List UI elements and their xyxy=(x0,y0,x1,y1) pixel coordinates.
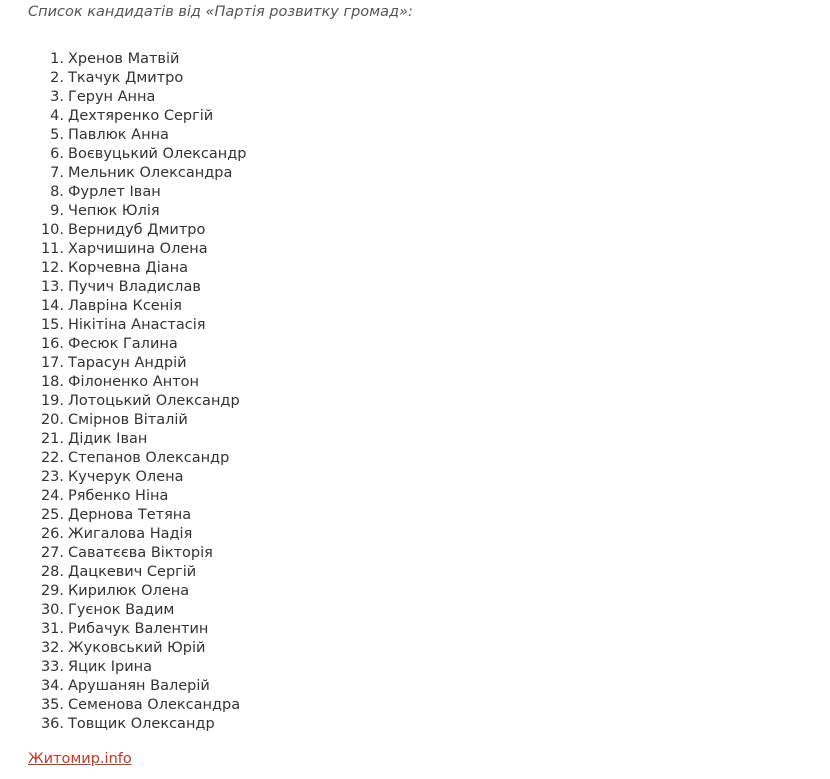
candidate-name: Лотоцький Олександр xyxy=(68,393,240,409)
candidate-name: Дацкевич Сергій xyxy=(68,564,197,580)
candidate-name: Корчевна Діана xyxy=(68,260,188,276)
candidate-item xyxy=(28,316,246,335)
candidate-name: Дехтяренко Сергій xyxy=(68,108,214,124)
candidate-item xyxy=(28,69,246,88)
candidate-name: Гуєнок Вадим xyxy=(68,602,175,618)
candidate-item xyxy=(28,50,246,69)
candidate-item xyxy=(28,639,246,658)
candidate-number: 5. xyxy=(50,127,64,143)
candidate-name: Яцик Ірина xyxy=(68,659,153,675)
candidate-name: Ткачук Дмитро xyxy=(68,70,184,86)
candidate-number: 33. xyxy=(40,659,64,675)
candidate-name: Дернова Тетяна xyxy=(68,507,192,523)
candidate-list-intro: Список кандидатів від «Партія розвитку громад»: xyxy=(28,4,413,20)
candidate-name: Павлюк Анна xyxy=(68,127,169,143)
candidate-name: Фурлет Іван xyxy=(68,184,161,200)
candidate-number: 12. xyxy=(40,260,64,276)
candidate-name: Жигалова Надія xyxy=(68,526,193,542)
candidate-name: Харчишина Олена xyxy=(68,241,208,257)
candidate-item xyxy=(28,563,246,582)
candidate-name: Філоненко Антон xyxy=(68,374,199,390)
candidate-name: Саватєєва Вікторія xyxy=(68,545,213,561)
candidate-item xyxy=(28,658,246,677)
candidate-name: Жуковський Юрій xyxy=(68,640,206,656)
candidate-item xyxy=(28,297,246,316)
candidate-item xyxy=(28,544,246,563)
candidate-item xyxy=(28,677,246,696)
candidate-number: 18. xyxy=(40,374,64,390)
candidate-number: 35. xyxy=(40,697,64,713)
candidate-number: 30. xyxy=(40,602,64,618)
candidate-name: Фесюк Галина xyxy=(68,336,178,352)
candidate-number: 36. xyxy=(40,716,64,732)
candidate-number: 8. xyxy=(50,184,64,200)
candidate-name: Арушанян Валерій xyxy=(68,678,210,694)
candidate-number: 13. xyxy=(40,279,64,295)
candidate-item xyxy=(28,259,246,278)
candidate-item xyxy=(28,88,246,107)
candidate-name: Тарасун Андрій xyxy=(68,355,187,371)
candidate-number: 28. xyxy=(40,564,64,580)
candidate-number: 23. xyxy=(40,469,64,485)
candidate-name: Смірнов Віталій xyxy=(68,412,188,428)
candidate-name: Герун Анна xyxy=(68,89,156,105)
candidate-item xyxy=(28,183,246,202)
candidate-item xyxy=(28,107,246,126)
candidate-number: 31. xyxy=(40,621,64,637)
candidate-list xyxy=(28,50,246,734)
candidate-number: 9. xyxy=(50,203,64,219)
candidate-item xyxy=(28,715,246,734)
candidate-item xyxy=(28,506,246,525)
candidate-number: 15. xyxy=(40,317,64,333)
candidate-name: Мельник Олександра xyxy=(68,165,233,181)
candidate-number: 6. xyxy=(50,146,64,162)
candidate-name: Кирилюк Олена xyxy=(68,583,190,599)
candidate-number: 7. xyxy=(50,165,64,181)
candidate-item xyxy=(28,525,246,544)
candidate-number: 29. xyxy=(40,583,64,599)
candidate-item xyxy=(28,202,246,221)
candidate-name: Воєвуцький Олександр xyxy=(68,146,247,162)
candidate-number: 21. xyxy=(40,431,64,447)
candidate-number: 4. xyxy=(50,108,64,124)
candidate-number: 14. xyxy=(40,298,64,314)
source-link[interactable]: Житомир.info xyxy=(28,751,132,767)
candidate-item xyxy=(28,240,246,259)
candidate-item xyxy=(28,468,246,487)
candidate-number: 22. xyxy=(40,450,64,466)
candidate-item xyxy=(28,221,246,240)
candidate-number: 1. xyxy=(50,51,64,67)
candidate-name: Степанов Олександр xyxy=(68,450,230,466)
candidate-number: 3. xyxy=(50,89,64,105)
candidate-number: 26. xyxy=(40,526,64,542)
candidate-item xyxy=(28,164,246,183)
candidate-item xyxy=(28,582,246,601)
candidate-item xyxy=(28,373,246,392)
candidate-item xyxy=(28,335,246,354)
candidate-item xyxy=(28,145,246,164)
candidate-item xyxy=(28,411,246,430)
candidate-name: Товщик Олександр xyxy=(68,716,215,732)
candidate-number: 24. xyxy=(40,488,64,504)
candidate-name: Пучич Владислав xyxy=(68,279,201,295)
candidate-name: Семенова Олександра xyxy=(68,697,241,713)
candidate-number: 34. xyxy=(40,678,64,694)
candidate-number: 2. xyxy=(50,70,64,86)
candidate-name: Кучерук Олена xyxy=(68,469,184,485)
candidate-item xyxy=(28,354,246,373)
candidate-item xyxy=(28,601,246,620)
candidate-number: 11. xyxy=(40,241,64,257)
candidate-item xyxy=(28,392,246,411)
candidate-name: Чепюк Юлія xyxy=(68,203,160,219)
candidate-number: 17. xyxy=(40,355,64,371)
candidate-number: 25. xyxy=(40,507,64,523)
candidate-name: Нікітіна Анастасія xyxy=(68,317,206,333)
candidate-name: Рябенко Ніна xyxy=(68,488,169,504)
candidate-name: Лаврінa Ксенія xyxy=(68,298,182,314)
candidate-item xyxy=(28,696,246,715)
candidate-name: Дідик Іван xyxy=(68,431,148,447)
candidate-number: 20. xyxy=(40,412,64,428)
candidate-item xyxy=(28,449,246,468)
candidate-item xyxy=(28,487,246,506)
candidate-number: 27. xyxy=(40,545,64,561)
candidate-number: 10. xyxy=(40,222,64,238)
candidate-name: Вернидуб Дмитро xyxy=(68,222,206,238)
candidate-number: 16. xyxy=(40,336,64,352)
candidate-item xyxy=(28,430,246,449)
candidate-item xyxy=(28,620,246,639)
candidate-name: Рибачук Валентин xyxy=(68,621,209,637)
candidate-item xyxy=(28,126,246,145)
candidate-number: 19. xyxy=(40,393,64,409)
candidate-number: 32. xyxy=(40,640,64,656)
candidate-item xyxy=(28,278,246,297)
candidate-name: Хренов Матвій xyxy=(68,51,180,67)
